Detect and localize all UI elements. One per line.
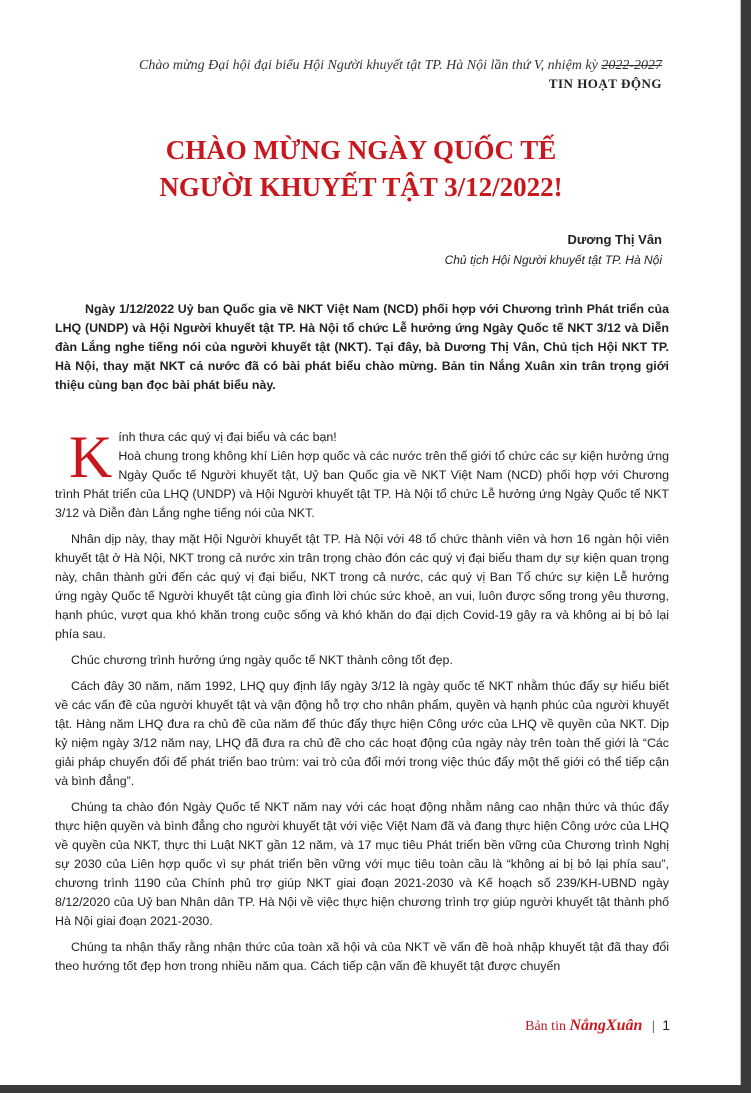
article-body xyxy=(55,424,669,983)
body-paragraph-5: Cách đây 30 năm, năm 1992, LHQ quy định lấy ngày 3/12 là ngày quốc tế NKT nhằm thúc đẩy sự hiểu biết về các vấn đề của người khuyết tật và vận động hỗ trợ cho nhân phẩm, quyền và hạnh phúc của người khuyết tật. Hàng năm LHQ đưa ra chủ đề của năm để thúc đẩy thực hiện Công ước của LHQ về quyền của NKT. Dịp kỷ niệm ngày 3/12 năm nay, LHQ đã đưa ra chủ đề cho các hoạt động của ngày này trên toàn thế giới là “Các giải pháp chuyển đổi để phát triển bao trùm: vai trò của đổi mới trong việc thúc đẩy một thế giới có thể tiếp cận và bình đẳng”. xyxy=(55,679,669,788)
page-frame-bottom xyxy=(0,1085,751,1093)
page-footer xyxy=(470,1017,670,1035)
page-number: 1 xyxy=(662,1017,670,1033)
body-paragraph-3: Nhân dịp này, thay mặt Hội Người khuyết tật TP. Hà Nội với 48 tổ chức thành viên và hơn 16 ngàn hội viên khuyết tật ở Hà Nội, NKT trong cả nước xin trân trọng chào đón các quý vị đại biểu tham dự sự kiện quan trọng này, chân thành gửi đến các quý vị đại biểu, NKT trong cả nước, các quý vị Ban Tổ chức sự kiện Lễ hưởng ứng ngày Quốc tế Người khuyết tật cùng gia đình lời chúc sức khoẻ, an vui, luôn được sống trong yêu thương, hạnh phúc, vượt qua khó khăn trong cuộc sống và khó khăn do đại dịch Covid-19 gây ra và không ai bị bỏ lại phía sau. xyxy=(55,532,669,641)
body-paragraph-2-text: Hoà chung trong không khí Liên hợp quốc và các nước trên thế giới tổ chức các sự kiện hưởng ứng Ngày Quốc tế Người khuyết tật, Uỷ ban Quốc gia về NKT Việt Nam (NCD) phối hợp với Chương trình Phát triển của LHQ (UNDP) và Hội Người khuyết tật TP. Hà Nội tổ chức Lễ hưởng ứng Ngày Quốc tế NKT 3/12 và Diễn đàn Lắng nghe tiếng nói của NKT. xyxy=(55,449,669,520)
article-lead: Ngày 1/12/2022 Uỷ ban Quốc gia về NKT Việt Nam (NCD) phối hợp với Chương trình Phát triển của LHQ (UNDP) và Hội Người khuyết tật TP. Hà Nội tổ chức Lễ hưởng ứng Ngày Quốc tế NKT 3/12 và Diễn đàn Lắng nghe tiếng nói của người khuyết tật (NKT). Tại đây, bà Dương Thị Vân, Chủ tịch Hội NKT TP. Hà Nội, thay mặt NKT cả nước đã có bài phát biểu chào mừng. Bản tin Nắng Xuân xin trân trọng giới thiệu cùng bạn đọc bài phát biểu này. xyxy=(55,302,669,392)
running-header-text: Chào mừng Đại hội đại biểu Hội Người khuyết tật TP. Hà Nội lần thứ V, nhiệm kỳ xyxy=(139,58,602,73)
author-name: Dương Thị Vân xyxy=(567,232,662,247)
body-paragraph-7: Chúng ta nhận thấy rằng nhận thức của toàn xã hội và của NKT về vấn đề hoà nhập khuyết tật đã thay đổi theo hướng tốt đẹp hơn trong nhiều năm qua. Cách tiếp cận vấn đề khuyết tật được chuyển xyxy=(55,940,669,973)
body-paragraph-1 xyxy=(55,424,669,523)
article-title xyxy=(60,132,662,206)
section-label: TIN HOẠT ĐỘNG xyxy=(548,76,662,91)
newsletter-logo: NắngXuân xyxy=(569,1017,643,1034)
running-header-term: 2022-2027 xyxy=(601,58,662,73)
running-header xyxy=(60,58,662,74)
article-title-line2: NGƯỜI KHUYẾT TẬT 3/12/2022! xyxy=(159,172,563,202)
drop-cap: K xyxy=(69,424,113,490)
footer-prefix: Bản tin xyxy=(525,1019,566,1034)
author-role: Chủ tịch Hội Người khuyết tật TP. Hà Nội xyxy=(444,253,662,267)
footer-separator: | xyxy=(651,1019,655,1034)
article-title-line1: CHÀO MỪNG NGÀY QUỐC TẾ xyxy=(165,135,557,165)
body-paragraph-6: Chúng ta chào đón Ngày Quốc tế NKT năm nay với các hoạt động nhằm nâng cao nhận thức và thúc đẩy thực hiện quyền và bình đẳng cho người khuyết tật với việc Việt Nam đã và đang thực hiện Công ước của LHQ về quyền của NKT, thực thi Luật NKT gần 12 năm, và 17 mục tiêu Phát triển bền vững của Chương trình Nghị sự 2030 của Liên hợp quốc vì sự phát triển bền vững với mục tiêu toàn cầu là “không ai bị bỏ lại phía sau”, chương trình 1190 của Chính phủ trợ giúp NKT giai đoạn 2021-2030 và Kế hoạch số 239/KH-UBND ngày 8/12/2020 của Uỷ ban Nhân dân TP. Hà Nội về việc thực hiện chương trình trợ giúp người khuyết tật thành phố Hà Nội giai đoạn 2021-2030. xyxy=(55,800,669,928)
page-frame-right xyxy=(741,0,751,1093)
body-paragraph-4: Chúc chương trình hưởng ứng ngày quốc tế NKT thành công tốt đẹp. xyxy=(71,653,453,667)
page-edge-line xyxy=(740,0,741,1085)
body-paragraph-1-text: ính thưa các quý vị đại biểu và các bạn! xyxy=(118,430,337,444)
